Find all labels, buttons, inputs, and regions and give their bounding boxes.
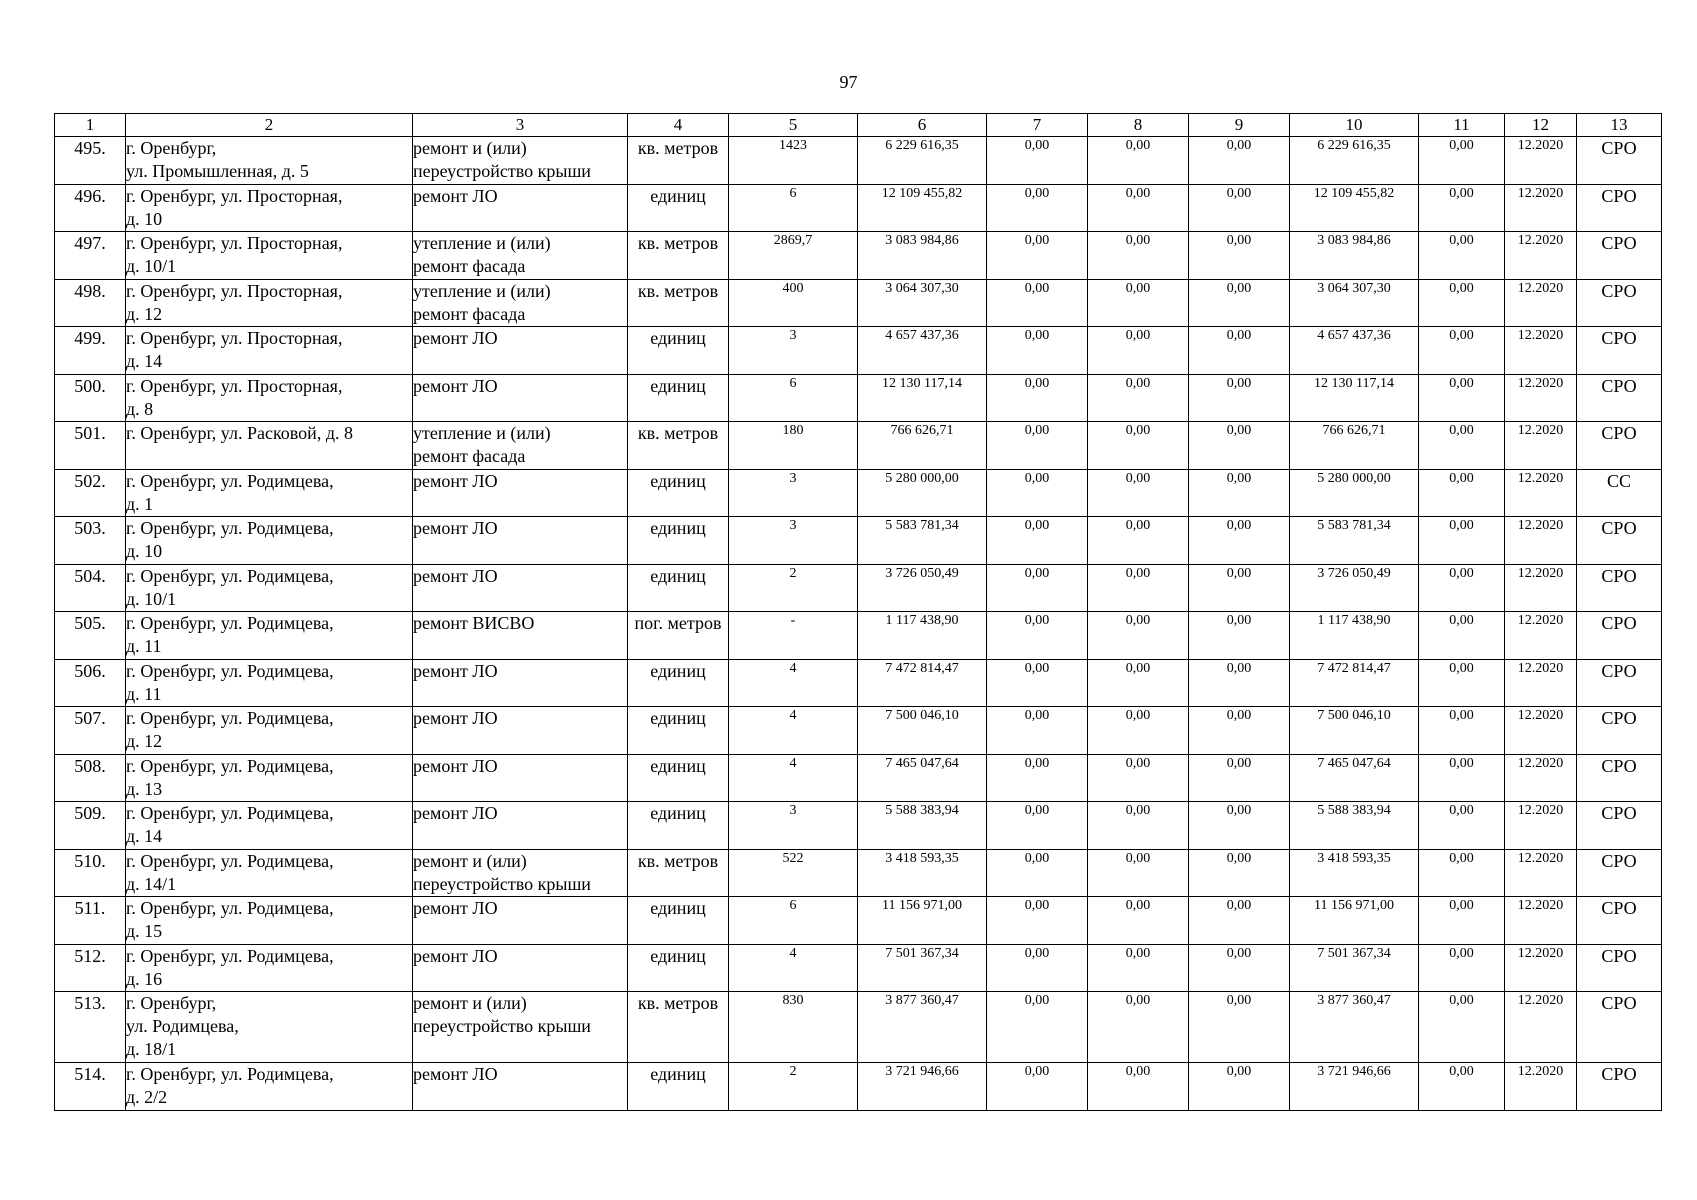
address-cell: г. Оренбург, ул. Родимцева, д. 15	[126, 897, 413, 945]
column-header-11: 11	[1419, 114, 1505, 137]
column-header-6: 6	[858, 114, 987, 137]
cost-total-cell: 6 229 616,35	[858, 137, 987, 185]
address-cell: г. Оренбург, ул. Родимцева, д. 16	[126, 944, 413, 992]
col8-cell: 0,00	[1088, 374, 1189, 422]
col7-cell: 0,00	[987, 279, 1088, 327]
method-cell: СРО	[1577, 1063, 1662, 1111]
method-cell: СРО	[1577, 374, 1662, 422]
row-number: 511.	[55, 897, 126, 945]
cost-total-cell: 3 721 946,66	[858, 1063, 987, 1111]
quantity-cell: 4	[729, 754, 858, 802]
quantity-cell: 4	[729, 707, 858, 755]
unit-cell: единиц	[628, 754, 729, 802]
address-cell: г. Оренбург, ул. Родимцева, д. 1	[126, 469, 413, 517]
col11-cell: 0,00	[1419, 612, 1505, 660]
col8-cell: 0,00	[1088, 517, 1189, 565]
row-number: 505.	[55, 612, 126, 660]
col9-cell: 0,00	[1189, 564, 1290, 612]
table-row	[55, 374, 1662, 422]
row-number: 513.	[55, 992, 126, 1063]
col7-cell: 0,00	[987, 944, 1088, 992]
unit-cell: единиц	[628, 707, 729, 755]
col8-cell: 0,00	[1088, 707, 1189, 755]
col8-cell: 0,00	[1088, 612, 1189, 660]
work-type-cell: ремонт ЛО	[413, 1063, 628, 1111]
method-cell: СРО	[1577, 612, 1662, 660]
col11-cell: 0,00	[1419, 1063, 1505, 1111]
work-type-cell: ремонт ЛО	[413, 944, 628, 992]
table-row	[55, 232, 1662, 280]
address-cell: г. Оренбург, ул. Просторная, д. 10	[126, 184, 413, 232]
cost-total-cell: 4 657 437,36	[858, 327, 987, 375]
quantity-cell: 4	[729, 944, 858, 992]
method-cell: СРО	[1577, 802, 1662, 850]
column-header-9: 9	[1189, 114, 1290, 137]
col8-cell: 0,00	[1088, 1063, 1189, 1111]
row-number: 512.	[55, 944, 126, 992]
method-cell: СРО	[1577, 992, 1662, 1063]
table-row	[55, 1063, 1662, 1111]
cost-total-cell: 11 156 971,00	[858, 897, 987, 945]
col11-cell: 0,00	[1419, 707, 1505, 755]
address-cell: г. Оренбург, ул. Расковой, д. 8	[126, 422, 413, 470]
cost-fund-cell: 5 280 000,00	[1290, 469, 1419, 517]
deadline-cell: 12.2020	[1505, 612, 1577, 660]
col7-cell: 0,00	[987, 517, 1088, 565]
address-cell: г. Оренбург, ул. Промышленная, д. 5	[126, 137, 413, 185]
col8-cell: 0,00	[1088, 422, 1189, 470]
col8-cell: 0,00	[1088, 944, 1189, 992]
work-type-cell: ремонт ЛО	[413, 184, 628, 232]
table-row	[55, 517, 1662, 565]
table-row	[55, 849, 1662, 897]
column-header-2: 2	[126, 114, 413, 137]
quantity-cell: 830	[729, 992, 858, 1063]
quantity-cell: 180	[729, 422, 858, 470]
col7-cell: 0,00	[987, 327, 1088, 375]
method-cell: СРО	[1577, 897, 1662, 945]
deadline-cell: 12.2020	[1505, 754, 1577, 802]
cost-total-cell: 3 726 050,49	[858, 564, 987, 612]
quantity-cell: 2869,7	[729, 232, 858, 280]
unit-cell: единиц	[628, 517, 729, 565]
col9-cell: 0,00	[1189, 422, 1290, 470]
cost-total-cell: 766 626,71	[858, 422, 987, 470]
row-number: 509.	[55, 802, 126, 850]
col9-cell: 0,00	[1189, 897, 1290, 945]
table-row	[55, 612, 1662, 660]
work-type-cell: утепление и (или) ремонт фасада	[413, 422, 628, 470]
col9-cell: 0,00	[1189, 374, 1290, 422]
col9-cell: 0,00	[1189, 517, 1290, 565]
table-row	[55, 137, 1662, 185]
unit-cell: кв. метров	[628, 992, 729, 1063]
cost-fund-cell: 3 726 050,49	[1290, 564, 1419, 612]
col8-cell: 0,00	[1088, 232, 1189, 280]
quantity-cell: 4	[729, 659, 858, 707]
col8-cell: 0,00	[1088, 754, 1189, 802]
col7-cell: 0,00	[987, 184, 1088, 232]
work-type-cell: ремонт ЛО	[413, 469, 628, 517]
row-number: 498.	[55, 279, 126, 327]
unit-cell: единиц	[628, 897, 729, 945]
work-type-cell: ремонт ЛО	[413, 754, 628, 802]
cost-fund-cell: 7 500 046,10	[1290, 707, 1419, 755]
deadline-cell: 12.2020	[1505, 279, 1577, 327]
cost-fund-cell: 5 588 383,94	[1290, 802, 1419, 850]
column-header-8: 8	[1088, 114, 1189, 137]
deadline-cell: 12.2020	[1505, 1063, 1577, 1111]
address-cell: г. Оренбург, ул. Родимцева, д. 10/1	[126, 564, 413, 612]
table-row	[55, 802, 1662, 850]
quantity-cell: 3	[729, 469, 858, 517]
deadline-cell: 12.2020	[1505, 422, 1577, 470]
column-header-1: 1	[55, 114, 126, 137]
method-cell: СРО	[1577, 137, 1662, 185]
work-type-cell: ремонт ЛО	[413, 659, 628, 707]
cost-total-cell: 3 877 360,47	[858, 992, 987, 1063]
row-number: 514.	[55, 1063, 126, 1111]
quantity-cell: 2	[729, 564, 858, 612]
col11-cell: 0,00	[1419, 517, 1505, 565]
col11-cell: 0,00	[1419, 849, 1505, 897]
quantity-cell: 3	[729, 517, 858, 565]
row-number: 508.	[55, 754, 126, 802]
address-cell: г. Оренбург, ул. Родимцева, д. 18/1	[126, 992, 413, 1063]
row-number: 497.	[55, 232, 126, 280]
col9-cell: 0,00	[1189, 944, 1290, 992]
cost-fund-cell: 7 465 047,64	[1290, 754, 1419, 802]
cost-total-cell: 5 583 781,34	[858, 517, 987, 565]
deadline-cell: 12.2020	[1505, 992, 1577, 1063]
col7-cell: 0,00	[987, 469, 1088, 517]
cost-fund-cell: 3 721 946,66	[1290, 1063, 1419, 1111]
deadline-cell: 12.2020	[1505, 849, 1577, 897]
col8-cell: 0,00	[1088, 137, 1189, 185]
col8-cell: 0,00	[1088, 897, 1189, 945]
col7-cell: 0,00	[987, 137, 1088, 185]
address-cell: г. Оренбург, ул. Родимцева, д. 14/1	[126, 849, 413, 897]
cost-total-cell: 12 109 455,82	[858, 184, 987, 232]
deadline-cell: 12.2020	[1505, 659, 1577, 707]
col9-cell: 0,00	[1189, 612, 1290, 660]
cost-total-cell: 7 500 046,10	[858, 707, 987, 755]
col7-cell: 0,00	[987, 1063, 1088, 1111]
cost-fund-cell: 3 418 593,35	[1290, 849, 1419, 897]
unit-cell: единиц	[628, 659, 729, 707]
col9-cell: 0,00	[1189, 327, 1290, 375]
unit-cell: единиц	[628, 944, 729, 992]
address-cell: г. Оренбург, ул. Просторная, д. 8	[126, 374, 413, 422]
deadline-cell: 12.2020	[1505, 469, 1577, 517]
row-number: 502.	[55, 469, 126, 517]
quantity-cell: 1423	[729, 137, 858, 185]
row-number: 506.	[55, 659, 126, 707]
work-type-cell: ремонт ЛО	[413, 802, 628, 850]
col7-cell: 0,00	[987, 802, 1088, 850]
work-type-cell: ремонт ВИСВО	[413, 612, 628, 660]
col8-cell: 0,00	[1088, 469, 1189, 517]
unit-cell: единиц	[628, 1063, 729, 1111]
cost-total-cell: 1 117 438,90	[858, 612, 987, 660]
col11-cell: 0,00	[1419, 944, 1505, 992]
cost-total-cell: 5 588 383,94	[858, 802, 987, 850]
col9-cell: 0,00	[1189, 659, 1290, 707]
method-cell: СРО	[1577, 517, 1662, 565]
unit-cell: единиц	[628, 802, 729, 850]
col8-cell: 0,00	[1088, 564, 1189, 612]
col11-cell: 0,00	[1419, 137, 1505, 185]
table-row	[55, 469, 1662, 517]
col9-cell: 0,00	[1189, 802, 1290, 850]
works-table	[54, 113, 1662, 1111]
method-cell: СРО	[1577, 184, 1662, 232]
table-row	[55, 897, 1662, 945]
col7-cell: 0,00	[987, 564, 1088, 612]
address-cell: г. Оренбург, ул. Родимцева, д. 12	[126, 707, 413, 755]
method-cell: СС	[1577, 469, 1662, 517]
col8-cell: 0,00	[1088, 184, 1189, 232]
col9-cell: 0,00	[1189, 279, 1290, 327]
col7-cell: 0,00	[987, 422, 1088, 470]
address-cell: г. Оренбург, ул. Родимцева, д. 11	[126, 612, 413, 660]
work-type-cell: ремонт ЛО	[413, 707, 628, 755]
unit-cell: кв. метров	[628, 279, 729, 327]
method-cell: СРО	[1577, 659, 1662, 707]
cost-total-cell: 7 465 047,64	[858, 754, 987, 802]
unit-cell: кв. метров	[628, 137, 729, 185]
col11-cell: 0,00	[1419, 184, 1505, 232]
address-cell: г. Оренбург, ул. Родимцева, д. 11	[126, 659, 413, 707]
cost-total-cell: 7 501 367,34	[858, 944, 987, 992]
method-cell: СРО	[1577, 564, 1662, 612]
col11-cell: 0,00	[1419, 232, 1505, 280]
work-type-cell: ремонт и (или) переустройство крыши	[413, 849, 628, 897]
cost-fund-cell: 6 229 616,35	[1290, 137, 1419, 185]
table-row	[55, 707, 1662, 755]
quantity-cell: 6	[729, 374, 858, 422]
row-number: 499.	[55, 327, 126, 375]
col7-cell: 0,00	[987, 754, 1088, 802]
unit-cell: пог. метров	[628, 612, 729, 660]
method-cell: СРО	[1577, 849, 1662, 897]
deadline-cell: 12.2020	[1505, 184, 1577, 232]
col11-cell: 0,00	[1419, 327, 1505, 375]
work-type-cell: ремонт ЛО	[413, 327, 628, 375]
table-row	[55, 944, 1662, 992]
row-number: 507.	[55, 707, 126, 755]
col8-cell: 0,00	[1088, 992, 1189, 1063]
quantity-cell: 6	[729, 897, 858, 945]
work-type-cell: ремонт ЛО	[413, 374, 628, 422]
col11-cell: 0,00	[1419, 374, 1505, 422]
col7-cell: 0,00	[987, 232, 1088, 280]
deadline-cell: 12.2020	[1505, 137, 1577, 185]
col9-cell: 0,00	[1189, 992, 1290, 1063]
address-cell: г. Оренбург, ул. Просторная, д. 10/1	[126, 232, 413, 280]
cost-fund-cell: 4 657 437,36	[1290, 327, 1419, 375]
cost-fund-cell: 7 472 814,47	[1290, 659, 1419, 707]
unit-cell: кв. метров	[628, 422, 729, 470]
cost-fund-cell: 7 501 367,34	[1290, 944, 1419, 992]
col7-cell: 0,00	[987, 374, 1088, 422]
cost-total-cell: 3 418 593,35	[858, 849, 987, 897]
col8-cell: 0,00	[1088, 659, 1189, 707]
page-number: 97	[839, 72, 858, 92]
cost-fund-cell: 3 064 307,30	[1290, 279, 1419, 327]
col8-cell: 0,00	[1088, 327, 1189, 375]
work-type-cell: ремонт и (или) переустройство крыши	[413, 992, 628, 1063]
work-type-cell: утепление и (или) ремонт фасада	[413, 279, 628, 327]
col11-cell: 0,00	[1419, 422, 1505, 470]
address-cell: г. Оренбург, ул. Просторная, д. 12	[126, 279, 413, 327]
table-body	[55, 137, 1662, 1111]
work-type-cell: утепление и (или) ремонт фасада	[413, 232, 628, 280]
column-header-3: 3	[413, 114, 628, 137]
table-row	[55, 327, 1662, 375]
row-number: 496.	[55, 184, 126, 232]
col9-cell: 0,00	[1189, 849, 1290, 897]
cost-fund-cell: 3 083 984,86	[1290, 232, 1419, 280]
cost-total-cell: 3 064 307,30	[858, 279, 987, 327]
deadline-cell: 12.2020	[1505, 564, 1577, 612]
address-cell: г. Оренбург, ул. Просторная, д. 14	[126, 327, 413, 375]
deadline-cell: 12.2020	[1505, 327, 1577, 375]
cost-total-cell: 3 083 984,86	[858, 232, 987, 280]
cost-fund-cell: 12 109 455,82	[1290, 184, 1419, 232]
deadline-cell: 12.2020	[1505, 707, 1577, 755]
row-number: 495.	[55, 137, 126, 185]
col11-cell: 0,00	[1419, 469, 1505, 517]
quantity-cell: 3	[729, 327, 858, 375]
quantity-cell: -	[729, 612, 858, 660]
unit-cell: кв. метров	[628, 232, 729, 280]
col9-cell: 0,00	[1189, 1063, 1290, 1111]
table-row	[55, 754, 1662, 802]
deadline-cell: 12.2020	[1505, 897, 1577, 945]
col7-cell: 0,00	[987, 897, 1088, 945]
col11-cell: 0,00	[1419, 992, 1505, 1063]
col9-cell: 0,00	[1189, 469, 1290, 517]
row-number: 500.	[55, 374, 126, 422]
cost-fund-cell: 11 156 971,00	[1290, 897, 1419, 945]
address-cell: г. Оренбург, ул. Родимцева, д. 13	[126, 754, 413, 802]
deadline-cell: 12.2020	[1505, 232, 1577, 280]
header-row	[55, 114, 1662, 137]
method-cell: СРО	[1577, 707, 1662, 755]
col8-cell: 0,00	[1088, 279, 1189, 327]
column-header-12: 12	[1505, 114, 1577, 137]
col9-cell: 0,00	[1189, 232, 1290, 280]
column-header-13: 13	[1577, 114, 1662, 137]
quantity-cell: 522	[729, 849, 858, 897]
unit-cell: единиц	[628, 374, 729, 422]
col11-cell: 0,00	[1419, 897, 1505, 945]
work-type-cell: ремонт ЛО	[413, 564, 628, 612]
work-type-cell: ремонт ЛО	[413, 517, 628, 565]
table-row	[55, 184, 1662, 232]
unit-cell: кв. метров	[628, 849, 729, 897]
unit-cell: единиц	[628, 564, 729, 612]
deadline-cell: 12.2020	[1505, 374, 1577, 422]
col9-cell: 0,00	[1189, 137, 1290, 185]
cost-fund-cell: 1 117 438,90	[1290, 612, 1419, 660]
col8-cell: 0,00	[1088, 802, 1189, 850]
col7-cell: 0,00	[987, 707, 1088, 755]
col11-cell: 0,00	[1419, 659, 1505, 707]
row-number: 501.	[55, 422, 126, 470]
quantity-cell: 3	[729, 802, 858, 850]
cost-total-cell: 7 472 814,47	[858, 659, 987, 707]
work-type-cell: ремонт и (или) переустройство крыши	[413, 137, 628, 185]
col7-cell: 0,00	[987, 659, 1088, 707]
table-row	[55, 279, 1662, 327]
col11-cell: 0,00	[1419, 279, 1505, 327]
method-cell: СРО	[1577, 327, 1662, 375]
table-row	[55, 422, 1662, 470]
col8-cell: 0,00	[1088, 849, 1189, 897]
col9-cell: 0,00	[1189, 754, 1290, 802]
table-row	[55, 992, 1662, 1063]
unit-cell: единиц	[628, 327, 729, 375]
address-cell: г. Оренбург, ул. Родимцева, д. 10	[126, 517, 413, 565]
method-cell: СРО	[1577, 422, 1662, 470]
col7-cell: 0,00	[987, 849, 1088, 897]
row-number: 504.	[55, 564, 126, 612]
unit-cell: единиц	[628, 184, 729, 232]
col7-cell: 0,00	[987, 612, 1088, 660]
cost-total-cell: 12 130 117,14	[858, 374, 987, 422]
col9-cell: 0,00	[1189, 184, 1290, 232]
cost-fund-cell: 3 877 360,47	[1290, 992, 1419, 1063]
row-number: 503.	[55, 517, 126, 565]
method-cell: СРО	[1577, 944, 1662, 992]
cost-total-cell: 5 280 000,00	[858, 469, 987, 517]
unit-cell: единиц	[628, 469, 729, 517]
deadline-cell: 12.2020	[1505, 517, 1577, 565]
work-type-cell: ремонт ЛО	[413, 897, 628, 945]
row-number: 510.	[55, 849, 126, 897]
quantity-cell: 6	[729, 184, 858, 232]
method-cell: СРО	[1577, 232, 1662, 280]
col11-cell: 0,00	[1419, 564, 1505, 612]
column-header-5: 5	[729, 114, 858, 137]
column-header-7: 7	[987, 114, 1088, 137]
deadline-cell: 12.2020	[1505, 944, 1577, 992]
method-cell: СРО	[1577, 279, 1662, 327]
cost-fund-cell: 5 583 781,34	[1290, 517, 1419, 565]
col11-cell: 0,00	[1419, 802, 1505, 850]
col9-cell: 0,00	[1189, 707, 1290, 755]
col7-cell: 0,00	[987, 992, 1088, 1063]
method-cell: СРО	[1577, 754, 1662, 802]
cost-fund-cell: 12 130 117,14	[1290, 374, 1419, 422]
column-header-10: 10	[1290, 114, 1419, 137]
deadline-cell: 12.2020	[1505, 802, 1577, 850]
quantity-cell: 2	[729, 1063, 858, 1111]
address-cell: г. Оренбург, ул. Родимцева, д. 2/2	[126, 1063, 413, 1111]
address-cell: г. Оренбург, ул. Родимцева, д. 14	[126, 802, 413, 850]
table-row	[55, 659, 1662, 707]
quantity-cell: 400	[729, 279, 858, 327]
cost-fund-cell: 766 626,71	[1290, 422, 1419, 470]
column-header-4: 4	[628, 114, 729, 137]
col11-cell: 0,00	[1419, 754, 1505, 802]
table-row	[55, 564, 1662, 612]
